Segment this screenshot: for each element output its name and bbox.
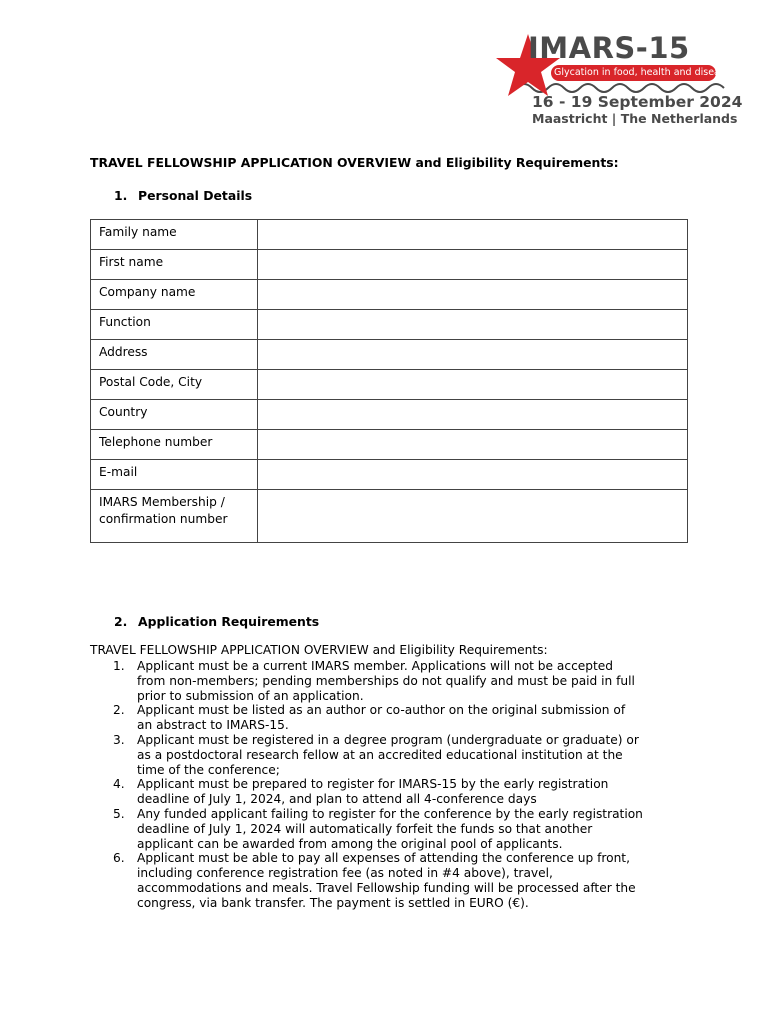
field-label: Telephone number <box>91 430 258 460</box>
table-row <box>91 490 688 543</box>
list-item-line: from non-members; pending memberships do not qualify and must be paid in full <box>137 673 635 688</box>
table-row <box>91 370 688 400</box>
section-2-label: Application Requirements <box>138 614 320 629</box>
list-item-number: 5. <box>113 806 125 821</box>
list-item-number: 6. <box>113 851 125 866</box>
logo-wave <box>516 84 724 92</box>
page-heading: TRAVEL FELLOWSHIP APPLICATION OVERVIEW and Eligibility Requirements: <box>90 155 619 170</box>
field-label: Family name <box>91 220 258 250</box>
table-row <box>91 280 688 310</box>
list-item <box>90 851 690 910</box>
section-1-title <box>114 188 252 204</box>
field-label: Country <box>91 400 258 430</box>
requirements-list <box>90 659 690 911</box>
field-label: Postal Code, City <box>91 370 258 400</box>
section-1-label: Personal Details <box>138 188 253 203</box>
table-row <box>91 340 688 370</box>
field-label-line-2: confirmation number <box>99 512 228 526</box>
list-item-line: Applicant must be registered in a degree program (undergraduate or graduate) or <box>137 732 639 747</box>
postal-code-city-field[interactable] <box>258 370 688 400</box>
conference-logo <box>496 30 743 130</box>
section-1-number: 1. <box>114 188 128 203</box>
field-label: E-mail <box>91 460 258 490</box>
logo-dates: 16 - 19 September 2024 <box>532 93 743 111</box>
field-label-line-1: IMARS Membership / <box>99 495 225 509</box>
list-item <box>90 807 690 851</box>
list-item-line: congress, via bank transfer. The payment is settled in EURO (€). <box>137 895 529 910</box>
table-row <box>91 310 688 340</box>
function-field[interactable] <box>258 310 688 340</box>
table-row <box>91 250 688 280</box>
table-row <box>91 430 688 460</box>
list-item-line: deadline of July 1, 2024 will automatically forfeit the funds so that another <box>137 821 593 836</box>
first-name-field[interactable] <box>258 250 688 280</box>
list-item-line: time of the conference; <box>137 762 280 777</box>
list-item-line: applicant can be awarded from among the original pool of applicants. <box>137 836 563 851</box>
logo-location: Maastricht | The Netherlands <box>532 111 738 126</box>
address-field[interactable] <box>258 340 688 370</box>
section-2-number: 2. <box>114 614 128 629</box>
list-item-line: as a postdoctoral research fellow at an accredited educational institution at the <box>137 747 623 762</box>
table-row <box>91 460 688 490</box>
list-item-line: Applicant must be able to pay all expenses of attending the conference up front, <box>137 851 630 866</box>
telephone-field[interactable] <box>258 430 688 460</box>
table-row <box>91 400 688 430</box>
list-item-line: prior to submission of an application. <box>137 688 364 703</box>
field-label: Function <box>91 310 258 340</box>
list-item-line: an abstract to IMARS-15. <box>137 718 289 733</box>
list-item-number: 4. <box>113 777 125 792</box>
list-item <box>90 733 690 777</box>
list-item-line: Applicant must be a current IMARS member. Applications will not be accepted <box>137 659 614 673</box>
list-item <box>90 777 690 807</box>
membership-number-field[interactable] <box>258 490 688 543</box>
country-field[interactable] <box>258 400 688 430</box>
field-label: Company name <box>91 280 258 310</box>
list-item <box>90 659 690 703</box>
list-item-line: Any funded applicant failing to register for the conference by the early registration <box>137 806 643 821</box>
list-item-line: Applicant must be prepared to register for IMARS-15 by the early registration <box>137 777 609 792</box>
list-item <box>90 703 690 733</box>
field-label: First name <box>91 250 258 280</box>
list-item-number: 1. <box>113 659 125 673</box>
list-item-line: Applicant must be listed as an author or co-author on the original submission of <box>137 703 626 718</box>
list-item-number: 3. <box>113 732 125 747</box>
field-label <box>91 490 258 543</box>
section-2-title <box>114 614 319 630</box>
table-row <box>91 220 688 250</box>
family-name-field[interactable] <box>258 220 688 250</box>
list-item-line: deadline of July 1, 2024, and plan to attend all 4-conference days <box>137 792 537 807</box>
personal-details-table <box>90 219 688 543</box>
logo-title: IMARS-15 <box>528 31 690 65</box>
email-field[interactable] <box>258 460 688 490</box>
logo-subtitle: Glycation in food, health and disease <box>554 67 731 78</box>
list-item-line: including conference registration fee (as noted in #4 above), travel, <box>137 866 553 881</box>
list-item-line: accommodations and meals. Travel Fellowship funding will be processed after the <box>137 880 636 895</box>
list-item-number: 2. <box>113 703 125 718</box>
field-label: Address <box>91 340 258 370</box>
company-name-field[interactable] <box>258 280 688 310</box>
requirements-intro: TRAVEL FELLOWSHIP APPLICATION OVERVIEW and Eligibility Requirements: <box>90 643 548 657</box>
